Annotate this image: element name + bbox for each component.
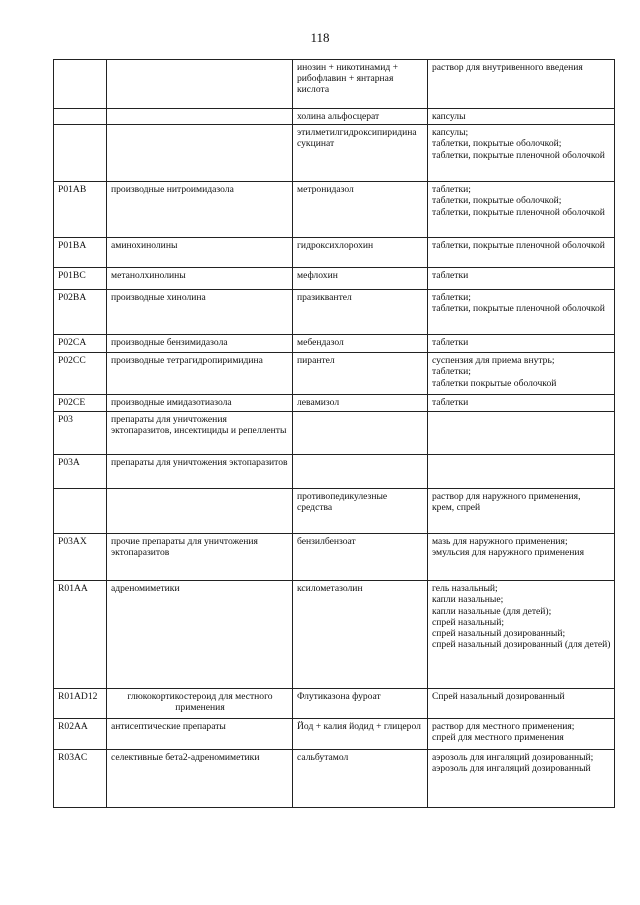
atc-code-cell [54, 109, 107, 125]
dosage-form-line: спрей назальный дозированный (для детей) [432, 639, 611, 651]
dosage-form-line: таблетки, покрытые пленочной оболочкой [432, 206, 605, 218]
dosage-form-cell [428, 719, 615, 750]
dosage-form-line: капли назальные (для детей); [432, 605, 552, 617]
dosage-form-line: таблетки, покрытые оболочкой; [432, 195, 562, 207]
table-row [54, 268, 615, 290]
table-row [54, 182, 615, 238]
dosage-form-cell [428, 290, 615, 335]
pharm-group-cell: адреномиметики [107, 581, 293, 689]
dosage-form-line: таблетки, покрытые оболочкой; [432, 138, 562, 150]
dosage-form-line: таблетки покрытые оболочкой [432, 377, 557, 389]
table-row [54, 238, 615, 268]
atc-code-cell: P02BA [54, 290, 107, 335]
table-row [54, 125, 615, 182]
table-row [54, 60, 615, 109]
drug-name-cell: мефлохин [293, 268, 428, 290]
table-row [54, 335, 615, 353]
dosage-form-cell [428, 238, 615, 268]
dosage-form-line: таблетки; [432, 184, 471, 196]
drug-name-cell: бензилбензоат [293, 534, 428, 581]
atc-code-cell: P03 [54, 412, 107, 455]
atc-code-cell: R01AD12 [54, 689, 107, 719]
atc-code-cell: P01AB [54, 182, 107, 238]
drug-name-cell: левамизол [293, 395, 428, 412]
drug-name-cell: пирантел [293, 353, 428, 395]
atc-code-cell: P03A [54, 455, 107, 489]
drug-name-cell [293, 455, 428, 489]
dosage-form-line: аэрозоль для ингаляций дозированный [432, 763, 591, 775]
pharm-group-cell: аминохинолины [107, 238, 293, 268]
atc-code-cell: P02CC [54, 353, 107, 395]
pharm-group-cell [107, 60, 293, 109]
table-row [54, 581, 615, 689]
pharm-group-cell: прочие препараты для уничтожения эктопаразитов [107, 534, 293, 581]
pharm-group-cell: производные бензимидазола [107, 335, 293, 353]
drug-name-cell: сальбутамол [293, 750, 428, 808]
dosage-form-cell [428, 353, 615, 395]
dosage-form-cell [428, 750, 615, 808]
dosage-form-line: раствор для местного применения; [432, 721, 575, 733]
dosage-form-line: мазь для наружного применения; [432, 536, 568, 548]
pharm-group-cell: производные хинолина [107, 290, 293, 335]
dosage-form-line: гель назальный; [432, 583, 498, 595]
dosage-form-cell [428, 109, 615, 125]
atc-code-cell: P03AX [54, 534, 107, 581]
dosage-form-cell [428, 182, 615, 238]
page-number: 118 [310, 30, 330, 45]
dosage-form-line: Спрей назальный дозированный [432, 691, 565, 703]
dosage-form-cell [428, 455, 615, 489]
dosage-form-line: раствор для внутривенного введения [432, 62, 583, 73]
drug-name-cell: инозин + никотинамид + рибофлавин + янтарная кислота [293, 60, 428, 109]
dosage-form-line: таблетки; [432, 292, 471, 304]
table-row [54, 290, 615, 335]
dosage-form-line: эмульсия для наружного применения [432, 547, 584, 559]
table-row [54, 395, 615, 412]
dosage-form-cell [428, 335, 615, 353]
dosage-form-line: таблетки, покрытые пленочной оболочкой [432, 303, 605, 315]
table-row [54, 489, 615, 534]
drug-name-cell: ксилометазолин [293, 581, 428, 689]
atc-code-cell: R03AC [54, 750, 107, 808]
pharm-group-cell [107, 109, 293, 125]
dosage-form-line: таблетки, покрытые пленочной оболочкой [432, 149, 605, 161]
pharm-group-cell: метанолхинолины [107, 268, 293, 290]
table-row [54, 534, 615, 581]
dosage-form-cell [428, 581, 615, 689]
table-row [54, 455, 615, 489]
dosage-form-line: таблетки [432, 270, 469, 282]
table-row [54, 689, 615, 719]
drug-table [53, 59, 615, 808]
drug-table-body [54, 60, 615, 808]
drug-name-cell: холина альфосцерат [293, 109, 428, 125]
table-row [54, 750, 615, 808]
dosage-form-line: спрей назальный; [432, 616, 505, 628]
atc-code-cell [54, 60, 107, 109]
dosage-form-cell [428, 60, 615, 109]
pharm-group-cell: селективные бета2-адреномиметики [107, 750, 293, 808]
atc-code-cell: P02CE [54, 395, 107, 412]
pharm-group-cell [107, 125, 293, 182]
table-row [54, 109, 615, 125]
dosage-form-cell [428, 489, 615, 534]
dosage-form-line: таблетки [432, 397, 469, 409]
atc-code-cell [54, 125, 107, 182]
drug-name-cell: празиквантел [293, 290, 428, 335]
pharm-group-cell: производные имидазотиазола [107, 395, 293, 412]
dosage-form-line: раствор для наружного применения, [432, 491, 581, 503]
atc-code-cell: R02AA [54, 719, 107, 750]
pharm-group-cell [107, 489, 293, 534]
dosage-form-line: капли назальные; [432, 594, 504, 606]
pharm-group-cell: антисептические препараты [107, 719, 293, 750]
dosage-form-line: спрей назальный дозированный; [432, 628, 566, 640]
atc-code-cell: P02CA [54, 335, 107, 353]
dosage-form-cell [428, 689, 615, 719]
atc-code-cell: R01AA [54, 581, 107, 689]
pharm-group-cell: препараты для уничтожения эктопаразитов, инсектициды и репелленты [107, 412, 293, 455]
drug-name-cell: Флутиказона фуроат [293, 689, 428, 719]
dosage-form-line: таблетки, покрытые пленочной оболочкой [432, 240, 605, 252]
pharm-group-cell: производные тетрагидропиримидина [107, 353, 293, 395]
atc-code-cell: P01BC [54, 268, 107, 290]
pharm-group-cell: глюкокортикостероид для местного применения [107, 689, 293, 719]
dosage-form-cell [428, 268, 615, 290]
dosage-form-cell [428, 534, 615, 581]
drug-name-cell: этилметилгидроксипиридина сукцинат [293, 125, 428, 182]
dosage-form-line: таблетки; [432, 366, 471, 378]
atc-code-cell: P01BA [54, 238, 107, 268]
dosage-form-cell [428, 395, 615, 412]
drug-name-cell: Йод + калия йодид + глицерол [293, 719, 428, 750]
drug-name-cell: противопедикулезные средства [293, 489, 428, 534]
dosage-form-cell [428, 412, 615, 455]
drug-name-cell: гидроксихлорохин [293, 238, 428, 268]
drug-name-cell: мебендазол [293, 335, 428, 353]
drug-name-cell: метронидазол [293, 182, 428, 238]
dosage-form-line: таблетки [432, 337, 469, 349]
atc-code-cell [54, 489, 107, 534]
pharm-group-cell: препараты для уничтожения эктопаразитов [107, 455, 293, 489]
table-row [54, 719, 615, 750]
table-row [54, 353, 615, 395]
dosage-form-line: аэрозоль для ингаляций дозированный; [432, 752, 594, 764]
dosage-form-line: спрей для местного применения [432, 732, 564, 744]
dosage-form-line: капсулы; [432, 127, 469, 139]
dosage-form-line: суспензия для приема внутрь; [432, 355, 555, 367]
table-row [54, 412, 615, 455]
dosage-form-cell [428, 125, 615, 182]
dosage-form-line: капсулы [432, 111, 466, 122]
pharm-group-cell: производные нитроимидазола [107, 182, 293, 238]
dosage-form-line: крем, спрей [432, 502, 481, 514]
drug-name-cell [293, 412, 428, 455]
